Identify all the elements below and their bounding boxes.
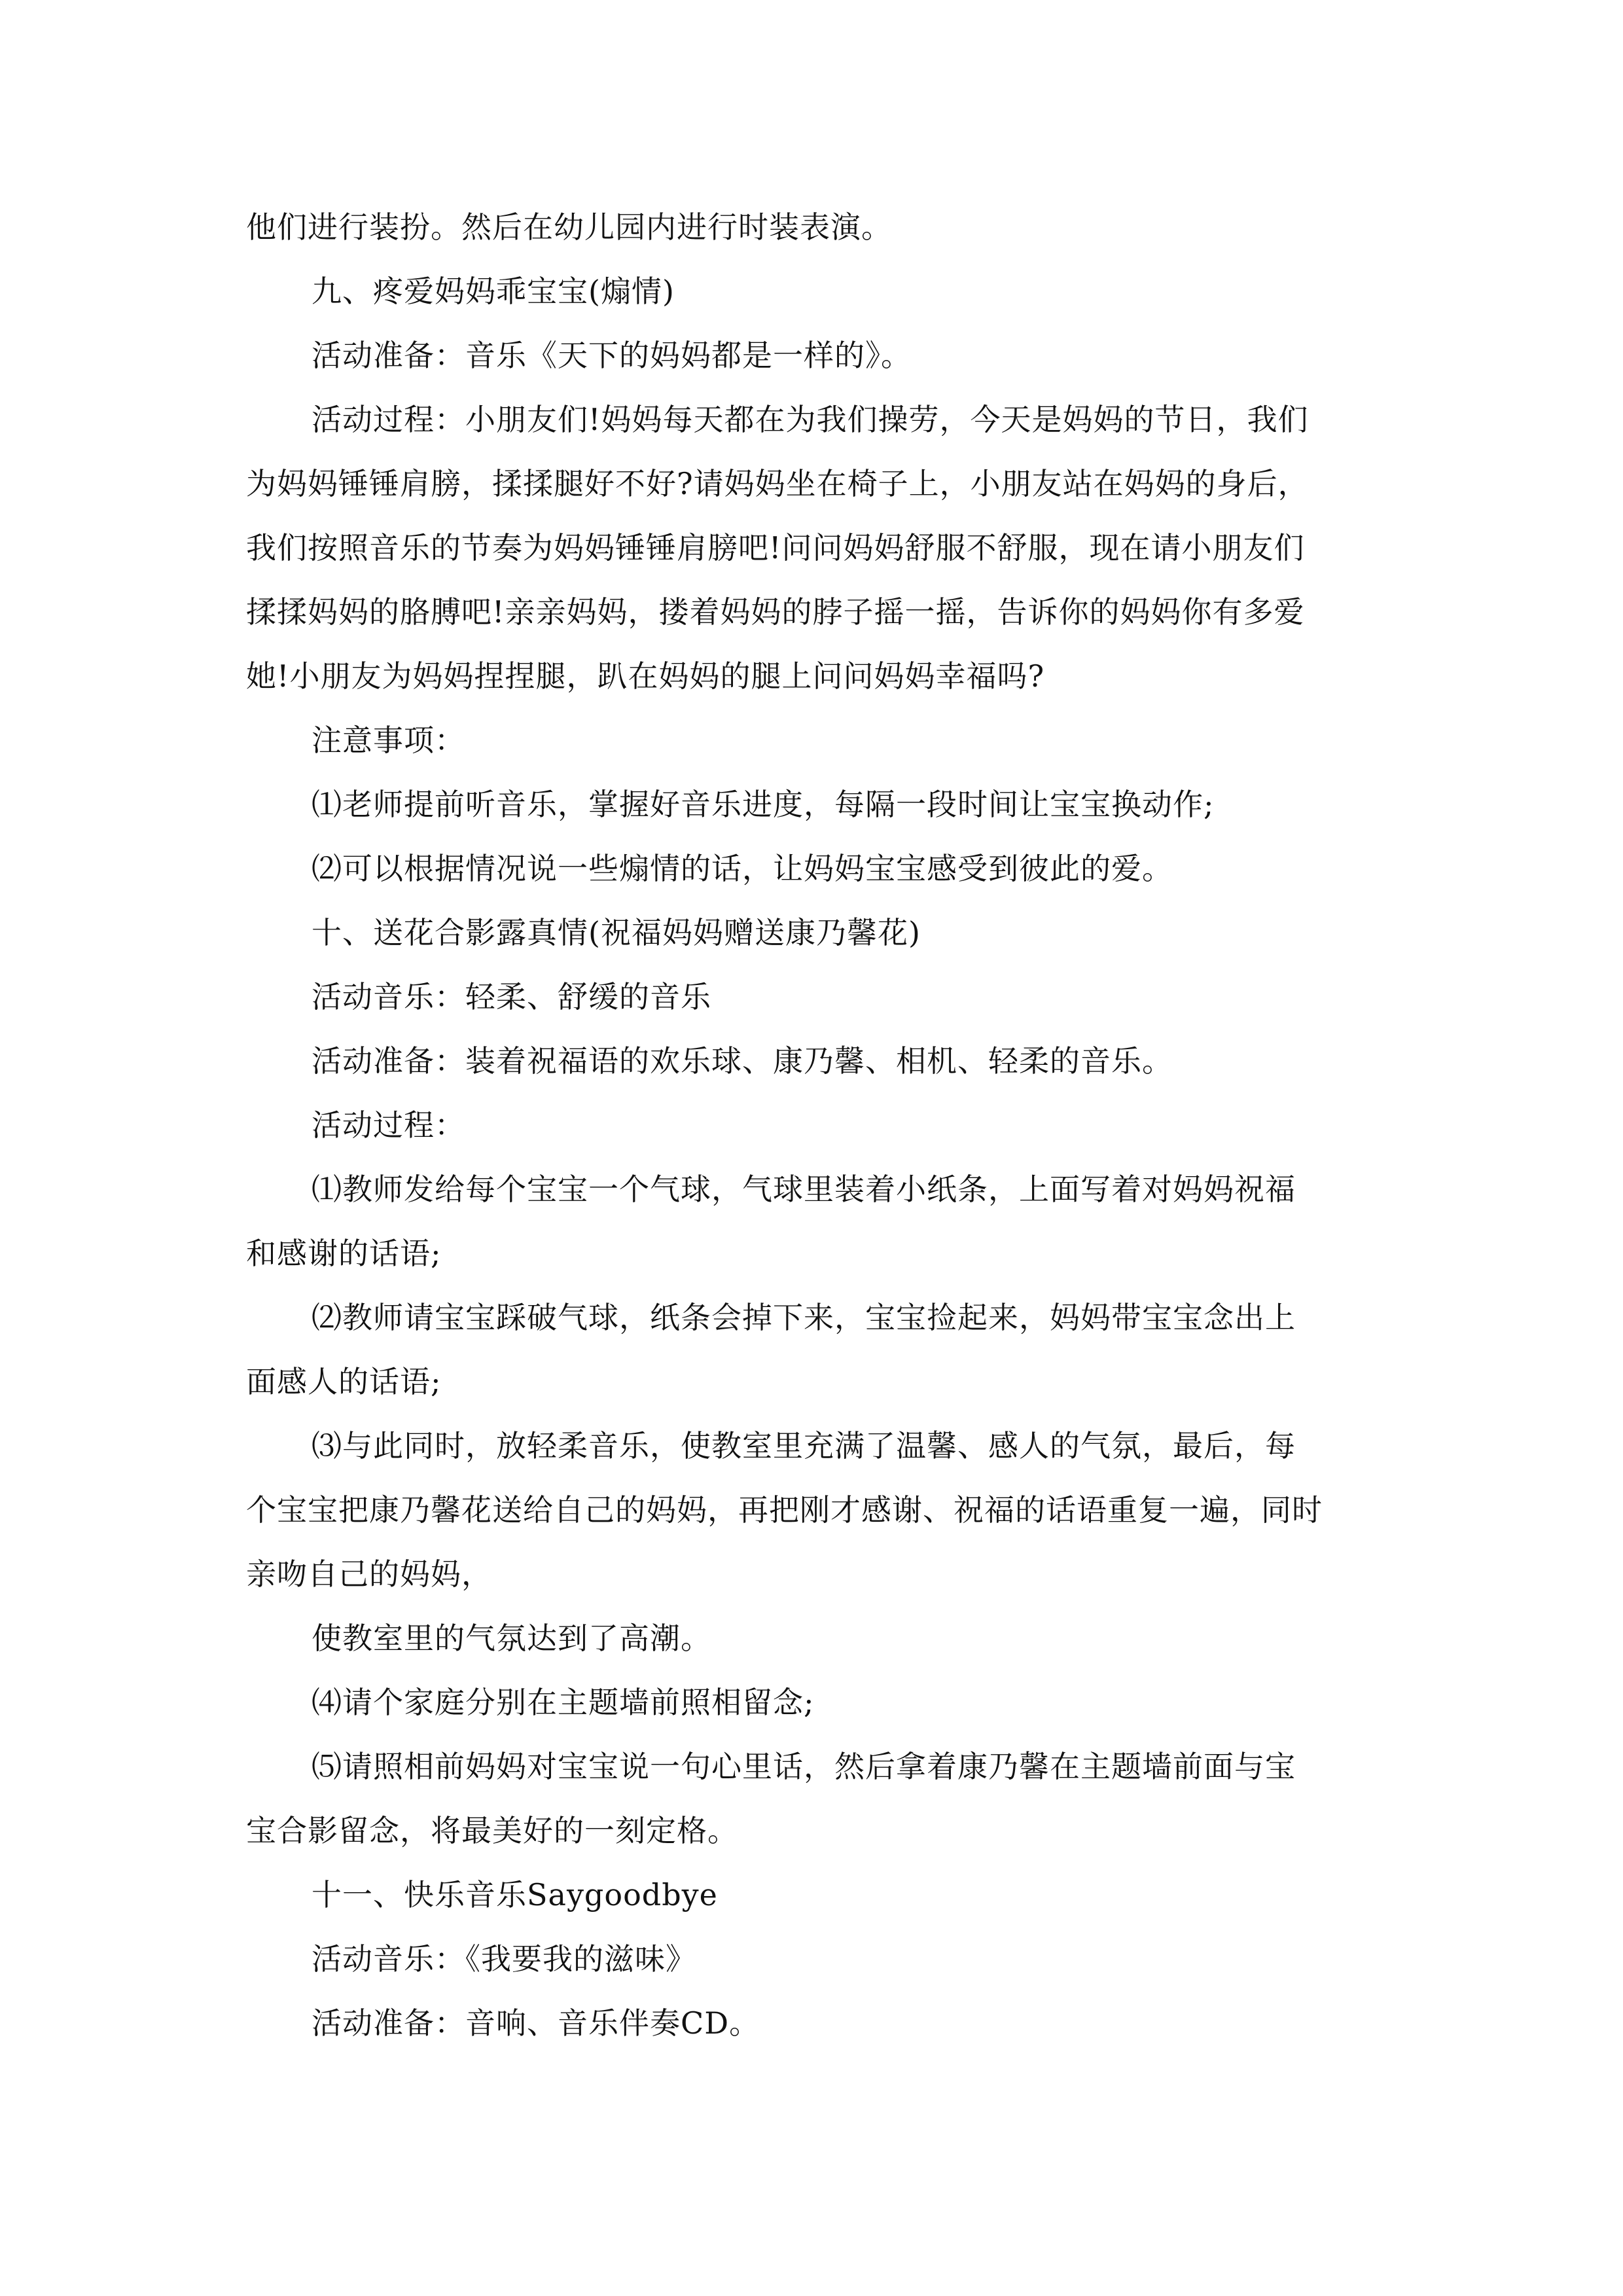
text-line: 九、疼爱妈妈乖宝宝(煽情) — [312, 274, 675, 309]
text-line: ⑸请照相前妈妈对宝宝说一句心里话，然后拿着康乃馨在主题墙前面与宝 — [312, 1749, 1296, 1784]
text-line: ⑴教师发给每个宝宝一个气球，气球里装着小纸条，上面写着对妈妈祝福 — [312, 1172, 1296, 1207]
text-line: 活动音乐：《我要我的滋味》 — [312, 1941, 696, 1977]
text-line: 为妈妈锤锤肩膀，揉揉腿好不好?请妈妈坐在椅子上，小朋友站在妈妈的身后， — [246, 466, 1309, 501]
text-line: ⑵教师请宝宝踩破气球，纸条会掉下来，宝宝捡起来，妈妈带宝宝念出上 — [312, 1300, 1296, 1335]
text-line: 注意事项： — [312, 723, 465, 758]
text-line: 宝合影留念，将最美好的一刻定格。 — [246, 1813, 738, 1848]
text-line: 十一、快乐音乐Saygoodbye — [312, 1877, 718, 1912]
text-line: 面感人的话语; — [246, 1364, 442, 1399]
text-line: 个宝宝把康乃馨花送给自己的妈妈，再把刚才感谢、祝福的话语重复一遍，同时 — [246, 1492, 1323, 1528]
text-line: ⑵可以根据情况说一些煽情的话，让妈妈宝宝感受到彼此的爱。 — [312, 851, 1173, 886]
text-line: 揉揉妈妈的胳膊吧!亲亲妈妈，搂着妈妈的脖子摇一摇，告诉你的妈妈你有多爱 — [246, 594, 1305, 630]
text-line: ⑴老师提前听音乐，掌握好音乐进度，每隔一段时间让宝宝换动作; — [312, 787, 1215, 822]
text-line: 他们进行装扮。然后在幼儿园内进行时装表演。 — [246, 209, 892, 245]
text-line: 亲吻自己的妈妈， — [246, 1556, 492, 1592]
text-line: ⑷请个家庭分别在主题墙前照相留念; — [312, 1685, 815, 1720]
text-line: 活动准备：音乐《天下的妈妈都是一样的》。 — [312, 338, 912, 373]
text-line: 我们按照音乐的节奏为妈妈锤锤肩膀吧!问问妈妈舒服不舒服，现在请小朋友们 — [246, 530, 1305, 565]
document-body — [246, 195, 1377, 2055]
text-line: 活动音乐：轻柔、舒缓的音乐 — [312, 979, 711, 1014]
text-line: 活动过程：小朋友们!妈妈每天都在为我们操劳，今天是妈妈的节日，我们 — [312, 402, 1309, 437]
text-line: 她!小朋友为妈妈捏捏腿，趴在妈妈的腿上问问妈妈幸福吗? — [246, 658, 1045, 694]
text-line: 活动准备：装着祝福语的欢乐球、康乃馨、相机、轻柔的音乐。 — [312, 1043, 1173, 1079]
text-line: 十、送花合影露真情(祝福妈妈赠送康乃馨花) — [312, 915, 921, 950]
text-line: 和感谢的话语; — [246, 1236, 442, 1271]
text-line: 活动准备：音响、音乐伴奏CD。 — [312, 2005, 760, 2041]
text-line: ⑶与此同时，放轻柔音乐，使教室里充满了温馨、感人的气氛，最后，每 — [312, 1428, 1296, 1463]
text-line: 使教室里的气氛达到了高潮。 — [312, 1621, 711, 1656]
text-line: 活动过程： — [312, 1107, 465, 1143]
